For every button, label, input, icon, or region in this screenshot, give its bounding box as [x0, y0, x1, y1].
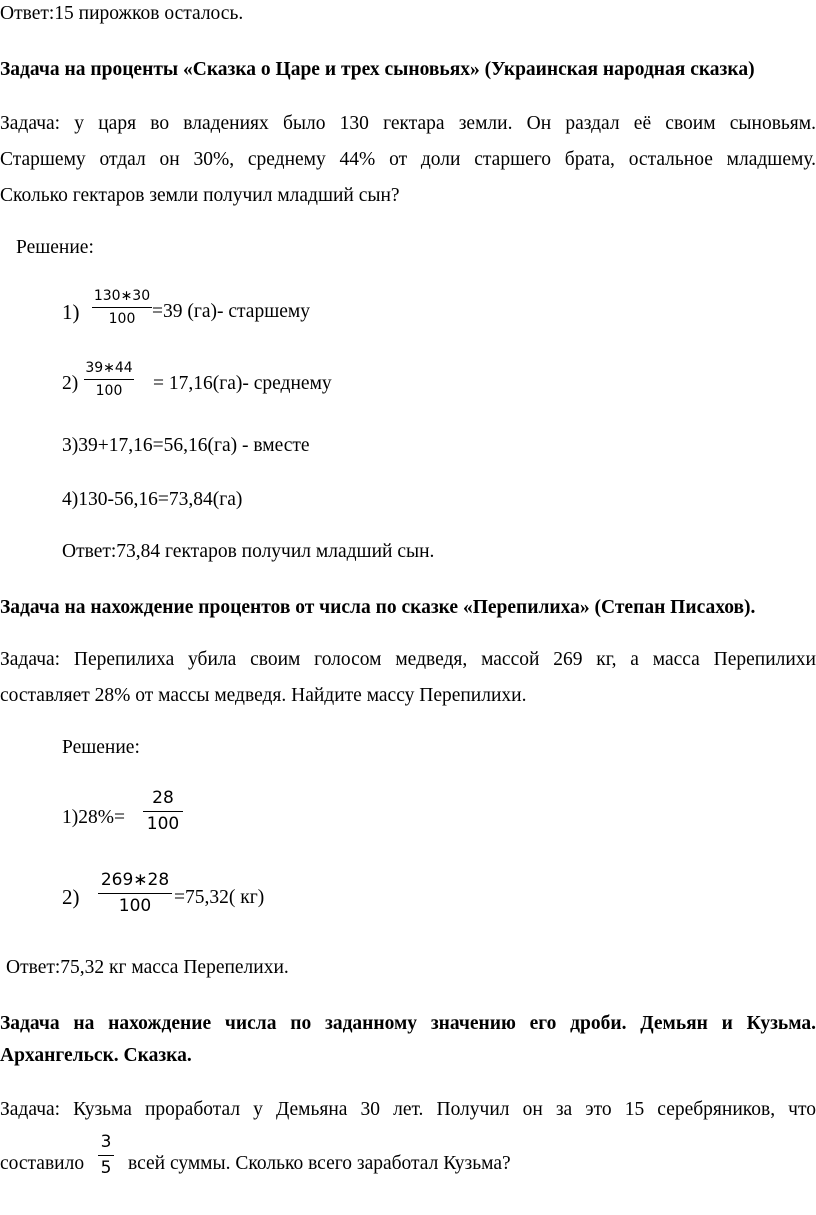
task2-text-line1: Задача: Перепилиха убила своим голосом медведя, массой 269 кг, а масса Перепилихи: [0, 649, 816, 670]
task1-step4: 4)130-56,16=73,84(га): [62, 489, 243, 510]
fraction-denominator: 100: [118, 896, 152, 916]
task3-heading-line1: Задача на нахождение числа по заданному значению его дроби. Демьян и Кузьма.: [0, 1013, 816, 1034]
task3-text-line2-start: составило: [0, 1153, 85, 1174]
task1-step1-number: 1): [62, 300, 80, 324]
fraction-denominator: 100: [95, 383, 123, 399]
task1-text-line1: Задача: у царя во владениях было 130 гектара земли. Он раздал её своим сыновьям.: [0, 113, 816, 134]
task1-step3: 3)39+17,16=56,16(га) - вместе: [62, 435, 310, 456]
task2-step1-number: 1)28%=: [62, 807, 125, 828]
task2-text-line2: составляет 28% от массы медведя. Найдите массу Перепилихи.: [0, 685, 527, 706]
task2-step2-fraction: [98, 871, 172, 916]
fraction-numerator: 28: [152, 788, 174, 808]
previous-answer: Ответ:15 пирожков осталось.: [0, 3, 244, 24]
task2-step2-number: 2): [62, 885, 80, 909]
fraction-numerator: 3: [100, 1132, 112, 1152]
fraction-numerator: 130∗30: [93, 288, 151, 304]
fraction-denominator: 100: [108, 311, 136, 327]
task1-heading: Задача на проценты «Сказка о Царе и трех сыновьях» (Украинская народная сказка): [0, 59, 755, 80]
task1-step1-fraction: [92, 288, 152, 327]
task2-answer: Ответ:75,32 кг масса Перепелихи.: [6, 957, 289, 978]
fraction-numerator: 269∗28: [100, 870, 170, 890]
task1-step2-fraction: [84, 360, 134, 399]
task1-step1-text: =39 (га)- старшему: [152, 301, 310, 322]
fraction-numerator: 39∗44: [85, 360, 133, 376]
task3-text-line2-end: всей суммы. Сколько всего заработал Кузьма?: [128, 1153, 511, 1174]
task1-step2-text: = 17,16(га)- среднему: [153, 373, 332, 394]
task2-step1-fraction: [143, 789, 183, 834]
fraction-denominator: 5: [100, 1158, 112, 1178]
fraction-denominator: 100: [146, 814, 180, 834]
task1-answer: Ответ:73,84 гектаров получил младший сын.: [62, 541, 435, 562]
task1-solution-label: Решение:: [16, 237, 94, 258]
task1-step2-number: 2): [62, 373, 79, 394]
task2-heading: Задача на нахождение процентов от числа по сказке «Перепилиха» (Степан Писахов).: [0, 597, 756, 618]
task3-fraction: [98, 1133, 114, 1178]
task1-text-line2: Старшему отдал он 30%, среднему 44% от доли старшего брата, остальное младшему.: [0, 149, 816, 170]
task2-solution-label: Решение:: [62, 737, 140, 758]
task3-text-line1: Задача: Кузьма проработал у Демьяна 30 лет. Получил он за это 15 серебряников, что: [0, 1099, 816, 1120]
task2-step2-text: =75,32( кг): [174, 887, 265, 908]
task1-text-line3: Сколько гектаров земли получил младший сын?: [0, 185, 400, 206]
task3-heading-line2: Архангельск. Сказка.: [0, 1045, 192, 1066]
